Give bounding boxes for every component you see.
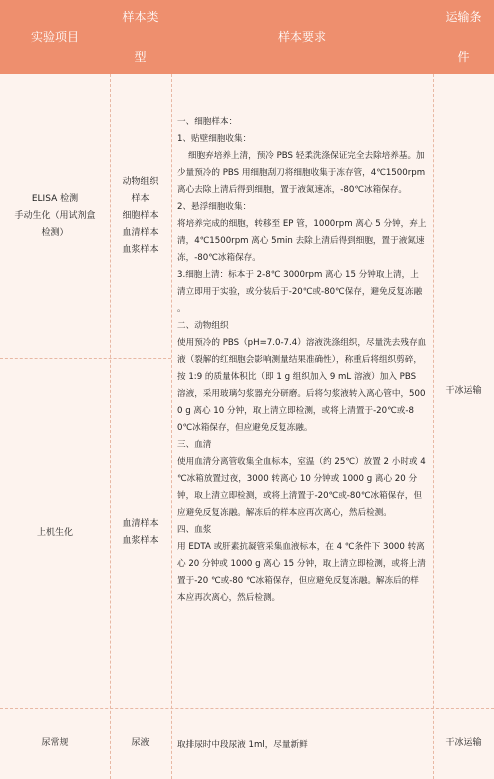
header-project xyxy=(0,0,110,74)
header-sample-type-label: 样本类 型 xyxy=(122,10,159,64)
urine-transport: 干冰运输 xyxy=(445,738,482,748)
urine-project: 尿常规 xyxy=(41,738,69,748)
header-project-label: 实验项目 xyxy=(30,30,79,44)
shared-transport-cell xyxy=(433,74,494,708)
elisa-sample-type: 动物组织 样本 细胞样本 血清样本 血浆样本 xyxy=(122,176,159,255)
urine-sample-type-cell xyxy=(110,708,171,779)
urine-project-cell xyxy=(0,708,110,779)
shared-transport: 干冰运输 xyxy=(445,385,482,396)
biochem-sample-type-cell xyxy=(110,358,171,708)
header-sample-type xyxy=(110,0,171,74)
urine-transport-cell xyxy=(433,708,494,779)
elisa-sample-type-cell xyxy=(110,74,171,358)
elisa-project-cell xyxy=(0,74,110,358)
biochem-sample-type: 血清样本 血浆样本 xyxy=(122,519,159,546)
requirements-cell xyxy=(171,80,433,706)
urine-requirement-cell xyxy=(171,708,433,779)
header-transport xyxy=(433,0,494,74)
header-transport-label: 运输条 件 xyxy=(445,10,482,64)
header-requirements-label: 样本要求 xyxy=(277,30,326,44)
urine-sample-type: 尿液 xyxy=(131,738,150,748)
elisa-project: ELISA 检测 手动生化（用试剂盒 检测） xyxy=(14,193,96,238)
requirements-text: 一、细胞样本： 1、贴壁细胞收集： 细胞弃培养上清，预冷 PBS 轻柔洗涤保证完全去除培养基。加少量预冷的 PBS 用细胞刮刀将细胞收集于冻存管，4℃1500rpm 离心去除上清后得到细胞，置于液氮速冻，-80℃冰箱保存。 2、悬浮细胞收集： 将培养完成的细胞，转移至 EP 管，1000rpm 离心 5 分钟，弃上清，4℃1500rpm 离心 5min 去除上清后得到细胞，置于液氮速冻，-80℃冰箱保存。 3.细胞上清：标本于 2-8℃ 3000rpm 离心 15 分钟取上清，上清立即用于实验，或分装后于-20℃或-80℃保存，避免反复冻融 。 二、动物组织 使用预冷的 PBS（pH=7.0-7.4）溶液洗涤组织，尽量洗去残存血液（裂解的红细胞会影响测量结果准确性），称重后将组织剪碎，按 1:9 的质量体积比（即 1 g 组织加入 9 mL 溶液）加入 PBS 溶液，采用玻璃匀浆器充分研磨。后将匀浆液转入离心管中，5000 g 离心 10 分钟，取上清立即检测，或将上清置于-20℃或-80℃冰箱保存，但应避免反复冻融。 三、血清 使用血清分离管收集全血标本，室温（约 25℃）放置 2 小时或 4 ℃冰箱放置过夜，3000 转离心 10 分钟或 1000 g 离心 20 分钟，取上清立即检测，或将上清置于-20℃或-80℃冰箱保存，但应避免反复冻融。解冻后的样本应再次离心，然后检测。 四、血浆 用 EDTA 或肝素抗凝管采集血液标本，在 4 ℃条件下 3000 转离心 20 分钟或 1000 g 离心 15 分钟，取上清立即检测，或将上清置于-20 ℃或-80 ℃冰箱保存，但应避免反复冻融。解冻后的样本应再次离心，然后检测。 xyxy=(177,117,427,603)
header-requirements xyxy=(171,0,433,74)
urine-requirement: 取排尿时中段尿液 1ml，尽量新鲜 xyxy=(177,739,308,750)
biochem-project: 上机生化 xyxy=(36,527,73,538)
biochem-project-cell xyxy=(0,358,110,708)
